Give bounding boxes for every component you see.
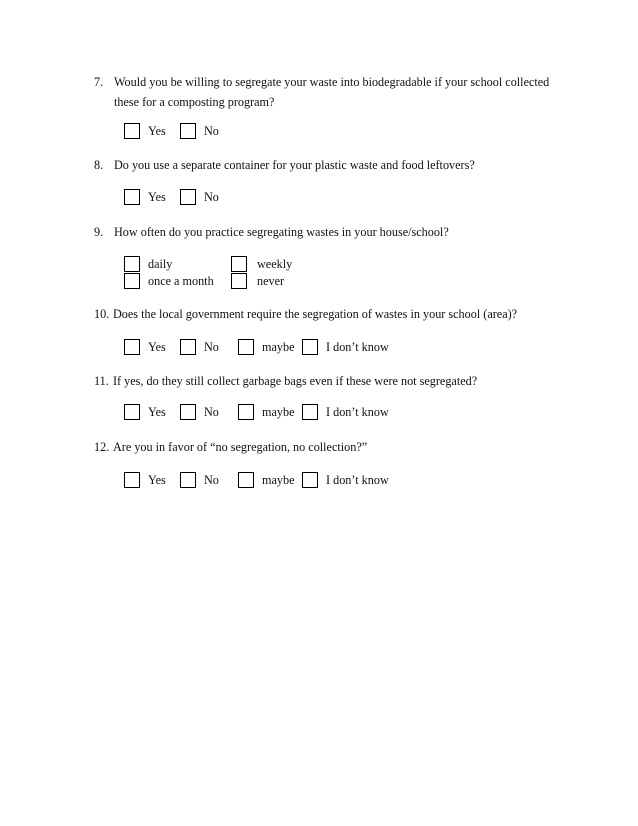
checkbox[interactable]	[180, 189, 196, 205]
option-label: daily	[148, 257, 173, 271]
option-label: Yes	[148, 190, 166, 204]
question-7	[94, 72, 574, 112]
question-text: Does the local government require the segregation of wastes in your school (area)?	[113, 307, 518, 321]
checkbox[interactable]	[302, 472, 318, 488]
checkbox[interactable]	[180, 472, 196, 488]
checkbox[interactable]	[302, 339, 318, 355]
question-number: 11.	[94, 374, 109, 388]
checkbox[interactable]	[231, 256, 247, 272]
question-9	[94, 222, 574, 242]
option-label: No	[204, 340, 219, 354]
option-label: once a month	[148, 274, 214, 288]
checkbox[interactable]	[124, 339, 140, 355]
checkbox[interactable]	[124, 256, 140, 272]
question-number: 10.	[94, 307, 110, 321]
question-12	[94, 437, 574, 457]
option-label: I don’t know	[326, 473, 389, 487]
question-number: 9.	[94, 225, 104, 239]
option-label: Yes	[148, 124, 166, 138]
option-label: I don’t know	[326, 405, 389, 419]
question-8	[94, 155, 574, 175]
checkbox[interactable]	[238, 472, 254, 488]
checkbox[interactable]	[238, 339, 254, 355]
question-text: How often do you practice segregating wastes in your house/school?	[114, 225, 449, 239]
checkbox[interactable]	[124, 189, 140, 205]
option-label: never	[257, 274, 285, 288]
option-label: maybe	[262, 405, 295, 419]
option-label: No	[204, 405, 219, 419]
question-number: 8.	[94, 158, 104, 172]
question-number: 7.	[94, 75, 104, 89]
question-text: Do you use a separate container for your plastic waste and food leftovers?	[114, 158, 475, 172]
option-label: No	[204, 190, 219, 204]
option-label: I don’t know	[326, 340, 389, 354]
checkbox[interactable]	[180, 123, 196, 139]
question-11	[94, 371, 574, 391]
checkbox[interactable]	[124, 123, 140, 139]
question-number: 12.	[94, 440, 110, 454]
checkbox[interactable]	[180, 404, 196, 420]
checkbox[interactable]	[180, 339, 196, 355]
checkbox[interactable]	[302, 404, 318, 420]
option-label: Yes	[148, 405, 166, 419]
question-text-line-1: Would you be willing to segregate your waste into biodegradable if your school collected	[114, 75, 550, 89]
checkbox[interactable]	[238, 404, 254, 420]
question-text: If yes, do they still collect garbage bags even if these were not segregated?	[113, 374, 478, 388]
checkbox[interactable]	[124, 404, 140, 420]
option-label: maybe	[262, 473, 295, 487]
option-label: No	[204, 124, 219, 138]
checkbox[interactable]	[124, 472, 140, 488]
checkbox[interactable]	[231, 273, 247, 289]
option-label: No	[204, 473, 219, 487]
question-text-line-2: these for a composting program?	[114, 95, 275, 109]
question-10	[94, 304, 574, 324]
option-label: Yes	[148, 473, 166, 487]
question-text: Are you in favor of “no segregation, no collection?”	[113, 440, 368, 454]
option-label: weekly	[257, 257, 293, 271]
option-label: Yes	[148, 340, 166, 354]
option-label: maybe	[262, 340, 295, 354]
checkbox[interactable]	[124, 273, 140, 289]
